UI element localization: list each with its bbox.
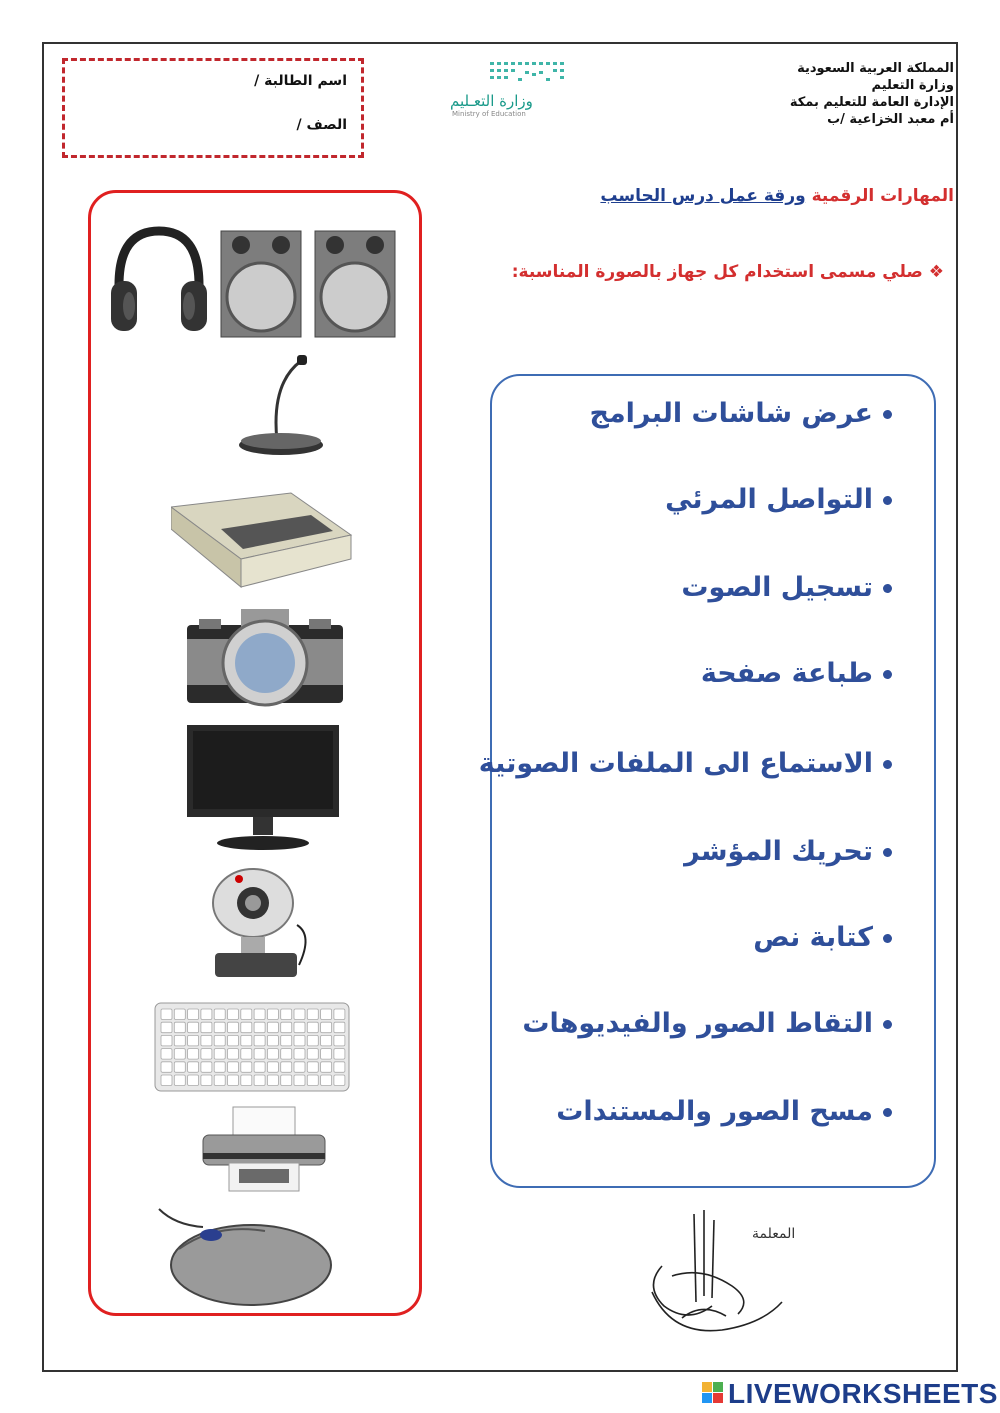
camera-icon[interactable] [185, 605, 345, 713]
footer-brand: LIVEWORKSHEETS [728, 1378, 998, 1409]
monitor-icon[interactable] [183, 723, 343, 853]
student-info-box [62, 58, 364, 158]
scanner-icon[interactable] [171, 489, 353, 589]
bullet-icon [883, 848, 892, 857]
logo-arabic-text: وزارة التعـليم [450, 92, 533, 110]
microphone-icon[interactable] [231, 353, 331, 461]
device-uses-box [478, 374, 936, 1188]
bullet-icon [883, 410, 892, 419]
worksheet-title [600, 186, 954, 206]
header-department: الإدارة العامة للتعليم بمكة [789, 95, 954, 110]
title-subject: المهارات الرقمية [811, 186, 954, 206]
student-name-label: اسم الطالبة / [254, 73, 347, 89]
mouse-icon[interactable] [155, 1205, 335, 1309]
ministry-logo-icon [440, 58, 570, 94]
header-school: أم معبد الخزاعية /ب [827, 112, 954, 127]
printer-icon[interactable] [199, 1105, 329, 1193]
use-item[interactable]: مسح الصور والمستندات [556, 1096, 892, 1127]
use-item[interactable]: تحريك المؤشر [684, 836, 892, 867]
bullet-icon [883, 1108, 892, 1117]
student-class-label: الصف / [296, 117, 347, 133]
bullet-icon [883, 670, 892, 679]
bullet-icon [883, 934, 892, 943]
use-item[interactable]: كتابة نص [753, 922, 892, 953]
ministry-logo [440, 58, 570, 124]
title-lesson: ورقة عمل درس الحاسب [600, 186, 806, 206]
use-item[interactable]: الاستماع الى الملفات الصوتية [479, 748, 892, 779]
webcam-icon[interactable] [209, 865, 319, 981]
bullet-icon [883, 760, 892, 769]
school-header [790, 60, 954, 128]
teacher-label: المعلمة [752, 1226, 796, 1242]
logo-english-text: Ministry of Education [452, 110, 526, 118]
bullet-icon [883, 584, 892, 593]
device-images-panel [88, 190, 422, 1316]
use-item[interactable]: طباعة صفحة [701, 658, 892, 689]
speakers-icon[interactable] [219, 229, 409, 341]
use-item[interactable]: التواصل المرئي [665, 484, 892, 515]
header-ministry: وزارة التعليم [871, 78, 954, 93]
use-item[interactable]: التقاط الصور والفيديوهات [522, 1008, 892, 1039]
use-item[interactable]: عرض شاشات البرامج [589, 398, 892, 429]
instruction-text: ❖ صلي مسمى استخدام كل جهاز بالصورة المناسبة: [511, 262, 944, 282]
signature-icon [642, 1206, 792, 1340]
header-country: المملكة العربية السعودية [797, 61, 954, 76]
headphones-icon[interactable] [107, 223, 211, 335]
keyboard-icon[interactable] [153, 1001, 351, 1093]
bullet-icon [883, 496, 892, 505]
bullet-icon [883, 1020, 892, 1029]
liveworksheets-logo-icon [702, 1382, 724, 1404]
use-item[interactable]: تسجيل الصوت [681, 572, 892, 603]
